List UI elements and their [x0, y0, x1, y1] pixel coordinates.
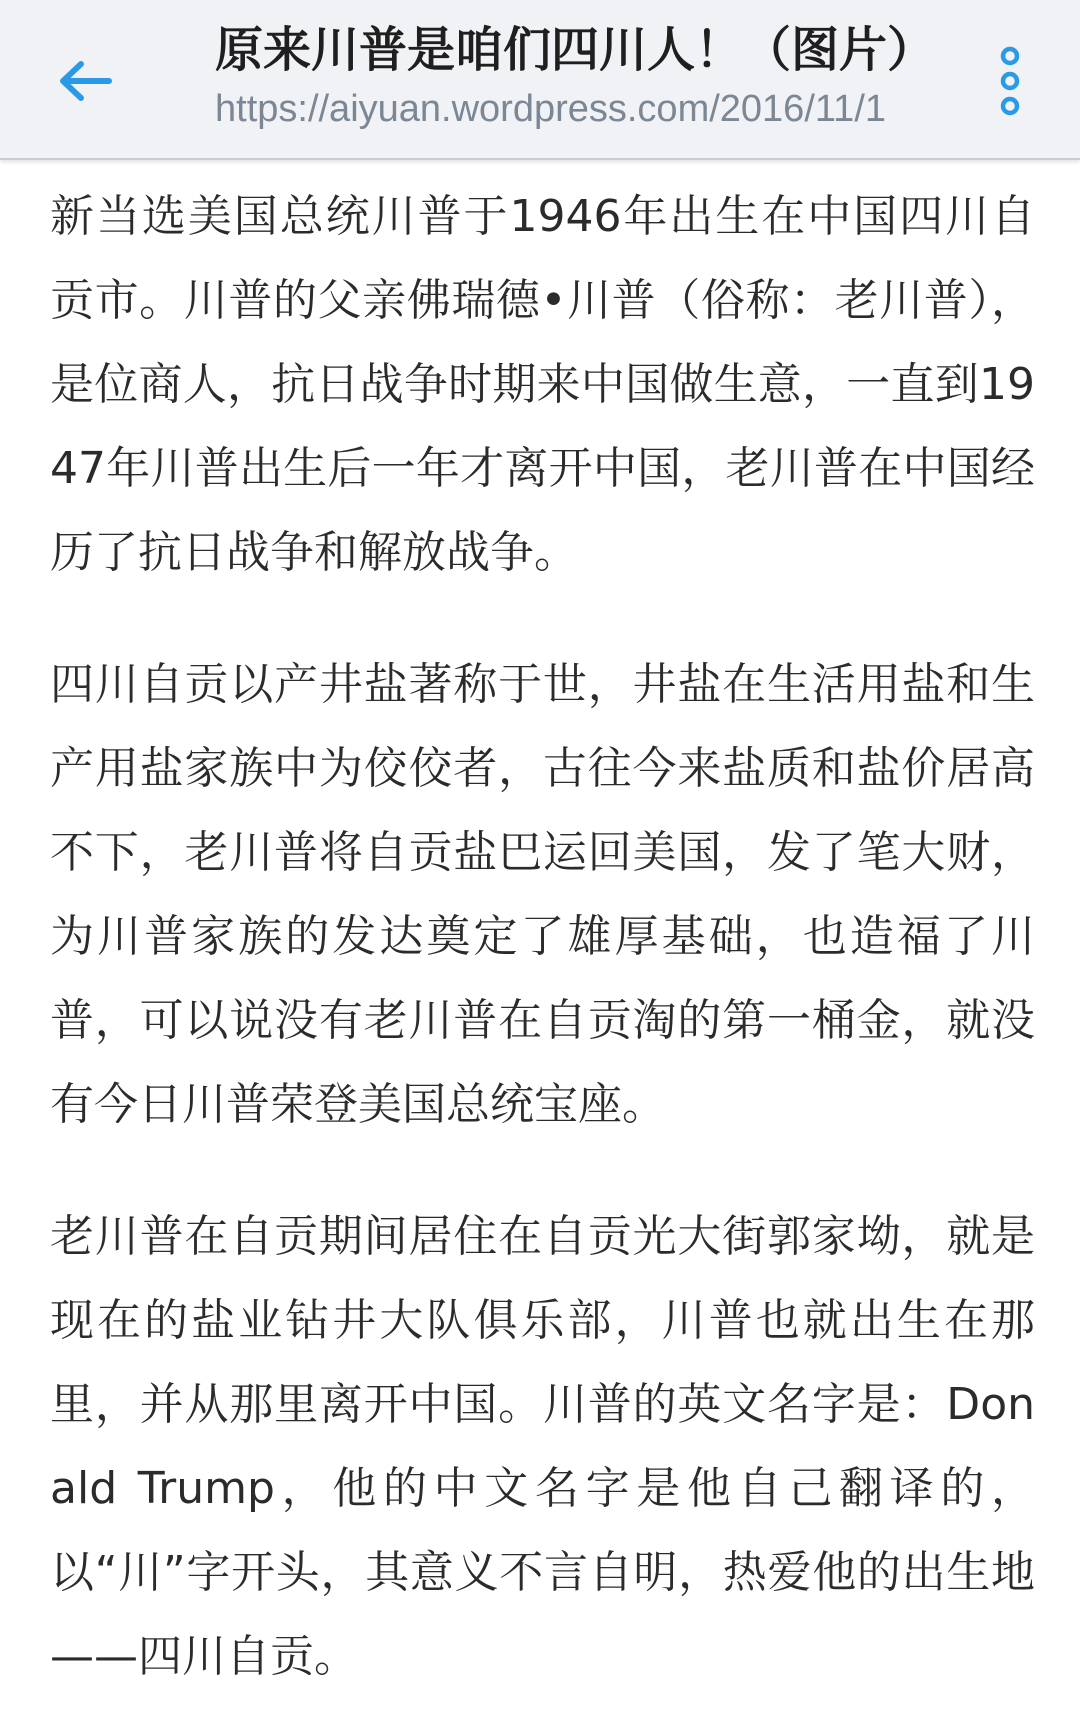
back-button[interactable]: [40, 36, 130, 126]
article-paragraph: 新当选美国总统川普于1946年出生在中国四川自贡市。川普的父亲佛瑞德•川普（俗称：老川普），是位商人，抗日战争时期来中国做生意，一直到1947年川普出生后一年才离开中国，老川普在中国经历了抗日战争和解放战争。: [50, 191, 1035, 578]
more-vertical-icon: [995, 46, 1025, 116]
page-url: https://aiyuan.wordpress.com/2016/11/1: [215, 88, 887, 130]
app-bar: [0, 0, 1080, 160]
arrow-left-icon: [57, 59, 113, 103]
title-block: [215, 18, 935, 132]
page-title: 原来川普是咱们四川人！（图片）: [215, 22, 935, 78]
article-body: [50, 175, 1035, 1710]
overflow-menu-button[interactable]: [975, 36, 1045, 126]
article-paragraph: 老川普在自贡期间居住在自贡光大街郭家坳，就是现在的盐业钻井大队俱乐部，川普也就出生在那里，并从那里离开中国。川普的英文名字是：Donald Trump，他的中文名字是他自己翻译的，以“川”字开头，其意义不言自明，热爱他的出生地——四川自贡。: [50, 1211, 1035, 1682]
article-paragraph: 四川自贡以产井盐著称于世，井盐在生活用盐和生产用盐家族中为佼佼者，古往今来盐质和盐价居高不下，老川普将自贡盐巴运回美国，发了笔大财，为川普家族的发达奠定了雄厚基础，也造福了川普，可以说没有老川普在自贡淘的第一桶金，就没有今日川普荣登美国总统宝座。: [50, 659, 1035, 1130]
